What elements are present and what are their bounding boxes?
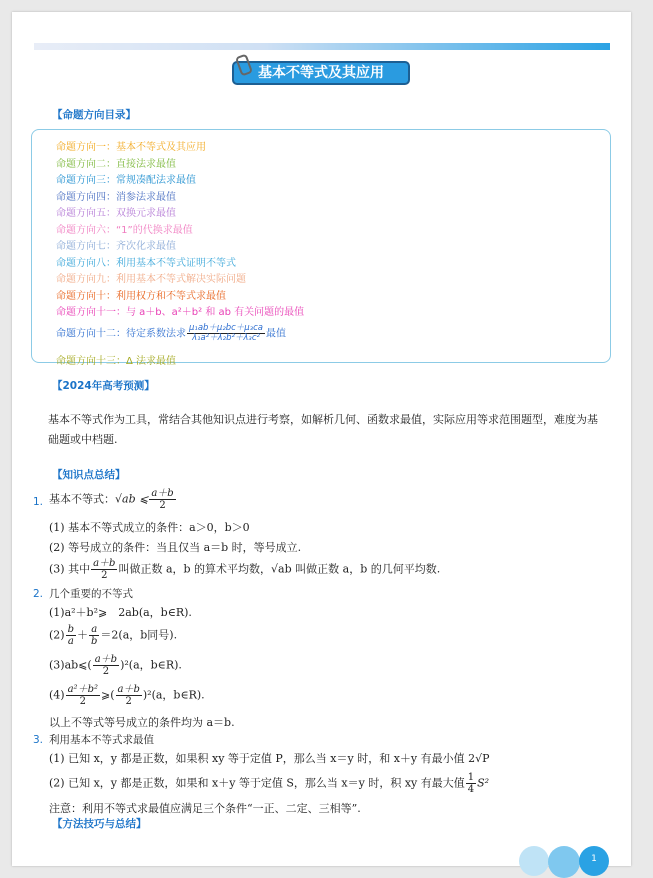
frac-den: 2 [79, 696, 86, 707]
p32-b: S² [477, 776, 490, 790]
toc-item-text: 命题方向十一：与 a＋b、a²＋b² 和 ab 有关问题的最值 [56, 307, 305, 318]
toc-item [56, 287, 226, 302]
point-2-3 [49, 654, 182, 677]
p22-b: ＋ [77, 628, 88, 642]
point-1-formula [49, 488, 177, 511]
frac-num: a＋b [151, 488, 174, 499]
header-bar [34, 43, 610, 50]
page-number: 1 [579, 846, 609, 876]
point-1-3-prefix: (3) 其中 [49, 562, 91, 576]
toc-item-text: 命题方向十：利用权方和不等式求最值 [56, 291, 226, 302]
point-3-1: (1) 已知 x，y 都是正数，如果积 xy 等于定值 P，那么当 x＝y 时，和 x＋y 有最小值 2√P [49, 752, 490, 765]
toc-item-text: 命题方向五：双换元求最值 [56, 208, 176, 219]
p24-a: (4) [49, 688, 65, 702]
p23-b: )²(a，b∈R). [120, 658, 182, 672]
toc-item [56, 237, 176, 252]
bubble-decoration [548, 846, 580, 878]
toc-item [56, 324, 286, 343]
frac-num: a＋b [93, 558, 116, 569]
toc-item [56, 188, 176, 203]
point-1-3-fraction [91, 558, 117, 581]
section-summary-heading: 【知识点总结】 [52, 469, 126, 481]
toc-item-text: 命题方向十三：Δ 法求最值 [56, 356, 177, 367]
toc-item-text: 命题方向四：消参法求最值 [56, 192, 176, 203]
point-1-label: 基本不等式： [49, 492, 115, 506]
frac-num: a＋b [117, 684, 140, 695]
toc-item-text: 命题方向六：“1”的代换求最值 [56, 225, 193, 236]
point-2-end: 以上不等式等号成立的条件均为 a＝b. [49, 716, 235, 729]
point-3-label: 利用基本不等式求最值 [49, 734, 154, 746]
point-3-note: 注意：利用不等式求最值应满足三个条件“一正、二定、三相等”. [49, 802, 361, 815]
page-title: 基本不等式及其应用 [232, 61, 410, 85]
frac-num: 1 [467, 772, 475, 783]
frac-num: b [67, 624, 74, 635]
toc-item-text: 命题方向八：利用基本不等式证明不等式 [56, 258, 236, 269]
point-2-1: (1)a²＋b²⩾ 2ab(a，b∈R). [49, 606, 192, 619]
toc-item [56, 155, 176, 170]
toc-box [31, 129, 611, 367]
p22-a: (2) [49, 628, 65, 642]
frac-den: 2 [159, 500, 166, 511]
toc-item-text: 命题方向三：常规凑配法求最值 [56, 175, 196, 186]
document-page [12, 12, 631, 866]
toc-item [56, 221, 193, 236]
frac-a-over-b [89, 624, 99, 647]
toc-item-text: 命题方向十二：待定系数法求 [56, 328, 186, 340]
section-forecast-heading: 【2024年高考预测】 [52, 380, 155, 392]
toc-item [56, 138, 206, 153]
p32-a: (2) 已知 x，y 都是正数，如果和 x＋y 等于定值 S，那么当 x＝y 时，积 xy 有最大值 [49, 776, 465, 790]
point-3-number: 3. [33, 734, 44, 746]
point-2-2 [49, 624, 177, 647]
bubble-decoration [519, 846, 549, 876]
frac-den: 2 [102, 666, 110, 677]
section-methods-heading: 【方法技巧与总结】 [52, 818, 147, 830]
toc-item [56, 303, 304, 318]
frac-num: a [89, 624, 99, 636]
point-1-lhs: √ab ⩽ [115, 492, 149, 506]
p24-c: )²(a，b∈R). [142, 688, 205, 702]
frac-num: μ₁ab＋μ₂bc＋μ₃ca [189, 323, 264, 333]
frac-den: 2 [101, 570, 108, 581]
point-1-3 [49, 558, 440, 581]
point-1-fraction [149, 488, 175, 511]
toc-item [56, 254, 236, 269]
toc-item-text: 命题方向一：基本不等式及其应用 [56, 142, 206, 153]
frac-num: a＋b [94, 654, 118, 665]
toc-item-text: 命题方向九：利用基本不等式解决实际问题 [56, 274, 246, 285]
toc-item [56, 171, 196, 186]
frac-a2b2-over-2 [66, 684, 100, 707]
section-toc-heading: 【命题方向目录】 [52, 109, 136, 121]
forecast-text: 基本不等式作为工具，常结合其他知识点进行考察，如解析几何、函数求最值，实际应用等求范围题型，难度为基础题或中档题. [48, 413, 598, 446]
toc-item-text: 命题方向七：齐次化求最值 [56, 241, 176, 252]
point-1-3-suffix: 叫做正数 a，b 的算术平均数，√ab 叫做正数 a，b 的几何平均数. [118, 562, 441, 576]
point-2-number: 2. [33, 588, 44, 600]
frac-den: 4 [467, 784, 475, 795]
toc-item-tail: 最值 [266, 328, 287, 340]
frac-den: 2 [125, 696, 132, 707]
p23-a: (3)ab⩽( [49, 658, 92, 672]
p22-c: ＝2(a，b同号). [100, 628, 178, 642]
frac-1-over-4 [466, 772, 476, 795]
point-1-2: (2) 等号成立的条件：当且仅当 a＝b 时，等号成立. [49, 541, 302, 554]
point-3-2 [49, 772, 489, 795]
point-1-number: 1. [33, 496, 44, 508]
frac-apb-over-2 [93, 654, 119, 677]
point-2-label: 几个重要的不等式 [49, 588, 133, 600]
title-badge [232, 57, 412, 85]
frac-num: a²＋b² [67, 684, 98, 695]
toc-item [56, 270, 246, 285]
toc-item [56, 352, 176, 367]
frac-b-over-a [66, 624, 76, 647]
frac-den: b [91, 636, 98, 647]
frac-den: a [67, 636, 74, 647]
toc-item-text: 命题方向二：直接法求最值 [56, 159, 176, 170]
frac-den: λ₁a²＋λ₂b²＋λ₃c² [192, 333, 260, 343]
point-1-1: (1) 基本不等式成立的条件：a＞0，b＞0 [49, 521, 250, 534]
frac-apb-over-2b [116, 684, 142, 707]
toc-item [56, 204, 176, 219]
toc-fraction [187, 324, 265, 343]
point-2-4 [49, 684, 205, 707]
p24-b: ⩾( [100, 688, 115, 702]
